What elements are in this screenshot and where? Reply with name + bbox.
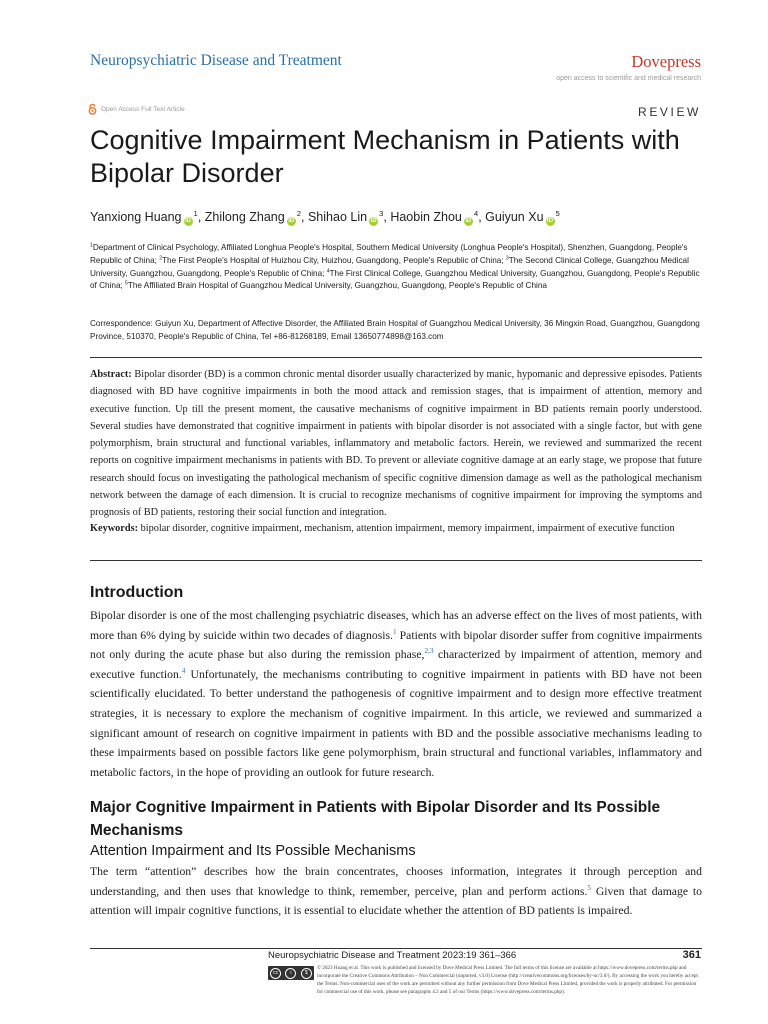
footer-divider — [90, 948, 702, 949]
orcid-icon[interactable]: iD — [465, 218, 472, 224]
attention-paragraph — [90, 862, 702, 921]
affiliation-text: The First Clinical College, Guangzhou Medical University, Guangzhou, Guangdong, People's Republic of China; — [90, 268, 700, 291]
cc-icon: cc — [270, 968, 281, 979]
article-type: REVIEW — [638, 105, 701, 119]
orcid-icon[interactable]: iD — [288, 218, 295, 224]
affiliation-text: The First People's Hospital of Huizhou City, Huizhou, Guangdong, People's Republic of China; — [162, 255, 506, 265]
author-name: Shihao Lin — [307, 210, 368, 224]
footer-citation: Neuropsychiatric Disease and Treatment 2023:19 361–366 — [268, 950, 517, 961]
subsection-heading-attention: Attention Impairment and Its Possible Mechanisms — [90, 843, 416, 859]
affiliation-number: 3 — [505, 255, 509, 262]
affiliation-text: The Second Clinical College, Guangzhou Medical University, Guangzhou, Guangdong, People's Republic of China; — [90, 255, 689, 278]
keywords — [90, 520, 702, 537]
citation-ref: 5 — [587, 883, 591, 892]
orcid-icon[interactable]: iD — [185, 218, 192, 224]
journal-title: Neuropsychiatric Disease and Treatment — [90, 52, 342, 69]
correspondence: Correspondence: Guiyun Xu, Department of Affective Disorder, the Affiliated Brain Hospital of Guangzhou Medical University, 36 Mingxin Road, Guangzhou, Guangdong Province, 510370, People's Republic of China, Tel +86-81268189, Email 13650774898@163.com — [90, 319, 700, 341]
citation-ref: 1 — [392, 627, 397, 636]
citation-ref: 4 — [181, 666, 186, 675]
cc-license-badge[interactable] — [268, 966, 314, 980]
author-name: Yanxiong Huang — [90, 210, 182, 224]
divider-bottom — [90, 560, 702, 561]
publisher-tagline: open access to scientific and medical research — [556, 75, 701, 82]
publisher-name: Dovepress — [631, 52, 701, 71]
paragraph-text: Given that damage to attention will impair cognitive functions, it is essential to elucidate whether the attention of BD patients is impaired. — [90, 884, 702, 918]
affiliations — [90, 242, 704, 293]
open-access-text: Open Access Full Text Article — [101, 106, 185, 113]
author-affiliation-number: 1 — [193, 208, 198, 218]
author-name: Haobin Zhou — [390, 210, 462, 224]
paragraph-text: Unfortunately, the mechanisms contributing to cognitive impairment in patients with BD have not been scientifically elucidated. To better understand the pathogenesis of cognitive impairment and to design more effective treatment strategies, it is necessary to explore the mechanism of cognitive impairment. In this article, we reviewed and summarized a significant amount of research on cognitive impairment in patients with BD and the possible associative mechanisms leading to these impairments based on possible factors like gene polymorphism, brain structural and functional variables, inflammatory and metabolic factors, in the hope of providing an outlook for future research. — [90, 667, 702, 779]
author-name: Zhilong Zhang — [204, 210, 285, 224]
orcid-icon[interactable]: iD — [547, 218, 554, 224]
affiliation-number: 1 — [90, 242, 93, 249]
divider-top — [90, 357, 702, 358]
license-text: © 2023 Huang et al. This work is published and licensed by Dove Medical Press Limited. The full terms of this license are available at https://www.dovepress.com/terms.php and incorporate the Creative Commons Attribution – Non Commercial (unported, v3.0) License (http://creativecommons.org/licenses/by-nc/3.0/). By accessing the work you hereby accept the Terms. Non-commercial uses of the work are permitted without any further permission from Dove Medical Press Limited, provided the work is properly attributed. For permission for commercial use of this work, please see paragraphs 4.2 and 5 of our Terms (https://www.dovepress.com/terms.php). — [317, 965, 698, 995]
section-heading-major-impairment: Major Cognitive Impairment in Patients with Bipolar Disorder and Its Possible Mechanisms — [90, 799, 661, 839]
paragraph-text: Patients with bipolar disorder suffer from cognitive impairments not only during the acute phase but also during the remission phase, — [90, 628, 703, 662]
by-icon: i — [285, 968, 296, 979]
paragraph-text: The term “attention” describes how the brain concentrates, chooses information, integrates it through perception and understanding, and then uses that knowledge to think, remember, perceive, plan and perform actions. — [90, 865, 702, 898]
citation-ref: 2,3 — [424, 647, 434, 656]
abstract-label: Abstract: — [90, 369, 132, 380]
section-heading-introduction: Introduction — [90, 584, 184, 601]
open-access-label — [88, 104, 185, 115]
keywords-label: Keywords: — [90, 523, 139, 534]
keywords-text: bipolar disorder, cognitive impairment, mechanism, attention impairment, memory impairment, impairment of executive function — [138, 523, 675, 534]
affiliation-number: 4 — [326, 267, 330, 274]
author-affiliation-number: 2 — [296, 208, 302, 218]
author-affiliation-number: 5 — [555, 208, 560, 218]
affiliation-text: The Affiliated Brain Hospital of Guangzhou Medical University, Guangzhou, Guangdong, People's Republic of China — [127, 281, 547, 291]
author-name: Guiyun Xu — [485, 210, 544, 224]
page-number: 361 — [682, 949, 701, 961]
abstract-text: Bipolar disorder (BD) is a common chronic mental disorder usually characterized by manic, hypomanic and depressive episodes. Patients diagnosed with BD have cognitive impairments in both the mood attack and remission stages, that is impairment of attention, memory and executive function. Up till the present moment, the causative mechanisms of cognitive impairment in BD patients remain poorly understood. Several studies have demonstrated that cognitive impairment in patients with bipolar disorder is not associated with a single factor, but with gene polymorphism, brain structural and functional variables, inflammatory and metabolic factors. Herein, we reviewed and summarized the recent reports on cognitive impairment mechanisms in patients with BD. To prevent or alleviate cognitive damage at an early stage, we propose that future research should focus on investigating the pathological mechanism of specific cognitive dimension damage as well as the pathological mechanism network between the damage of each dimension. It is crucial to recognize mechanisms of cognitive impairment for improving the symptoms and prognosis of BD patients, restoring their social function and integration. — [90, 369, 702, 519]
author-list: Yanxiong Huang $iD^1$, Zhilong Zhang $iD^2$, Shihao Lin $iD^3$, Haobin Zhou $iD^4$, Guiyun Xu $iD^5$ — [90, 208, 560, 224]
affiliation-number: 5 — [125, 280, 128, 287]
author-affiliation-number: 4 — [473, 208, 479, 218]
affiliation-number: 2 — [159, 255, 163, 262]
affiliation-text: Department of Clinical Psychology, Affiliated Longhua People's Hospital, Southern Medical University (Longhua People's Hospital), Shenzhen, Guangdong, People's Republic of China; — [90, 243, 688, 265]
nc-icon: $ — [301, 968, 312, 979]
paragraph-text: characterized by impairment of attention, memory and executive function. — [90, 648, 702, 681]
author-affiliation-number: 3 — [379, 208, 384, 218]
orcid-icon[interactable]: iD — [370, 218, 377, 224]
article-title: Cognitive Impairment Mechanism in Patients with Bipolar Disorder — [90, 125, 680, 188]
introduction-paragraph — [90, 606, 702, 782]
paragraph-text: Bipolar disorder is one of the most challenging psychiatric diseases, which has an adverse effect on the lives of most patients, with more than 6% dying by suicide within two decades of diagnosis. — [90, 609, 702, 642]
abstract — [90, 366, 702, 522]
publisher-logo — [556, 52, 701, 82]
open-access-icon — [88, 104, 97, 115]
